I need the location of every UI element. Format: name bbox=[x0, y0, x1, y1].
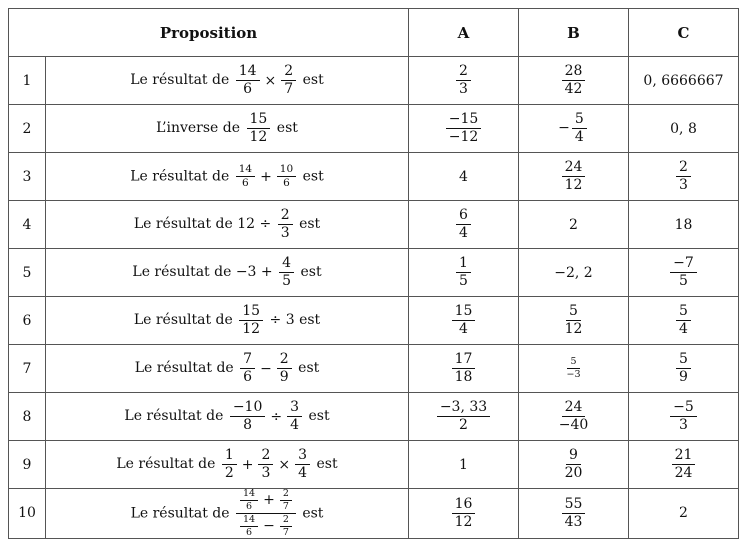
operator: + bbox=[241, 456, 254, 473]
answer-c: 18 bbox=[629, 201, 739, 249]
proposition-suffix: est bbox=[298, 360, 320, 377]
fraction: $\frac{2}{3}$ bbox=[278, 208, 293, 240]
proposition-suffix: est bbox=[302, 72, 324, 89]
proposition-cell bbox=[46, 297, 409, 345]
proposition-text: Le résultat de bbox=[130, 72, 230, 89]
operator: × bbox=[278, 456, 291, 473]
answer-c: 0, 8 bbox=[629, 105, 739, 153]
proposition-suffix: est bbox=[316, 456, 338, 473]
fraction: $\frac{14}{6}$ bbox=[236, 64, 260, 96]
fraction: $\frac{7}{6}$ bbox=[240, 352, 255, 384]
proposition-suffix: est bbox=[299, 216, 321, 233]
row-number: 8 bbox=[9, 393, 46, 441]
operator: + bbox=[260, 168, 272, 185]
fraction: $\frac{1}{2}$ bbox=[222, 448, 237, 480]
proposition-cell bbox=[46, 153, 409, 201]
table-row bbox=[9, 153, 739, 201]
answer-a: $\frac{2}{3}$ bbox=[409, 57, 519, 105]
row-number: 6 bbox=[9, 297, 46, 345]
fraction: $\frac{4}{5}$ bbox=[279, 256, 294, 288]
proposition-suffix: ÷ 3 est bbox=[269, 312, 321, 329]
proposition-text: Le résultat de 12 ÷ bbox=[133, 216, 272, 233]
table-row bbox=[9, 105, 739, 153]
proposition-cell bbox=[46, 57, 409, 105]
proposition-text: Le résultat de −3 + bbox=[132, 264, 273, 281]
answer-b: − $\frac{5}{4}$ bbox=[519, 105, 629, 153]
answer-b: $\frac{28}{42}$ bbox=[519, 57, 629, 105]
table-row bbox=[9, 249, 739, 297]
answer-b: $\frac{55}{43}$ bbox=[519, 489, 629, 539]
fraction: $\frac{10}{6}$ bbox=[277, 164, 296, 189]
proposition-text: Le résultat de bbox=[134, 360, 234, 377]
proposition-text: Le résultat de bbox=[116, 456, 216, 473]
operator: − bbox=[260, 360, 272, 377]
row-number: 3 bbox=[9, 153, 46, 201]
row-number: 5 bbox=[9, 249, 46, 297]
table-row bbox=[9, 201, 739, 249]
proposition-suffix: est bbox=[276, 120, 298, 137]
proposition-cell bbox=[46, 249, 409, 297]
proposition-text: L’inverse de bbox=[156, 120, 241, 137]
answer-b: $\frac{9}{20}$ bbox=[519, 441, 629, 489]
answer-a: $\frac{-3, 33}{2}$ bbox=[409, 393, 519, 441]
header-a: A bbox=[409, 9, 519, 57]
proposition-cell bbox=[46, 441, 409, 489]
answer-c: $\frac{2}{3}$ bbox=[629, 153, 739, 201]
proposition-cell bbox=[46, 201, 409, 249]
proposition-suffix: est bbox=[302, 168, 324, 185]
answer-c: $\frac{5}{9}$ bbox=[629, 345, 739, 393]
table-row bbox=[9, 393, 739, 441]
proposition-text: Le résultat de bbox=[130, 505, 230, 522]
proposition-text: Le résultat de bbox=[124, 408, 224, 425]
answer-b: $\frac{5}{12}$ bbox=[519, 297, 629, 345]
row-number: 7 bbox=[9, 345, 46, 393]
operator: × bbox=[264, 72, 277, 89]
answer-a: $\frac{17}{18}$ bbox=[409, 345, 519, 393]
answer-a: $\frac{1}{5}$ bbox=[409, 249, 519, 297]
table-row bbox=[9, 345, 739, 393]
table-row bbox=[9, 489, 739, 539]
row-number: 9 bbox=[9, 441, 46, 489]
answer-a: $\frac{15}{4}$ bbox=[409, 297, 519, 345]
fraction: $\frac{2}{9}$ bbox=[277, 352, 292, 384]
answer-c: $\frac{21}{24}$ bbox=[629, 441, 739, 489]
fraction: $\frac{2}{7}$ bbox=[281, 64, 296, 96]
answer-a: $\frac{16}{12}$ bbox=[409, 489, 519, 539]
table-row bbox=[9, 57, 739, 105]
proposition-suffix: est bbox=[300, 264, 322, 281]
answer-b: $\frac{24}{-40}$ bbox=[519, 393, 629, 441]
header-b: B bbox=[519, 9, 629, 57]
answer-a: 4 bbox=[409, 153, 519, 201]
compound-fraction: $\frac{14}{6}$ + $\frac{2}{7}$ $\frac{14}{6}$ − $\frac{2}{7}$ bbox=[236, 489, 296, 538]
answer-a: $\frac{-15}{-12}$ bbox=[409, 105, 519, 153]
fraction: $\frac{3}{4}$ bbox=[287, 400, 302, 432]
answer-b: −2, 2 bbox=[519, 249, 629, 297]
fraction: $\frac{15}{12}$ bbox=[247, 112, 271, 144]
header-proposition: Proposition bbox=[9, 9, 409, 57]
answer-c: $\frac{-5}{3}$ bbox=[629, 393, 739, 441]
answer-c: $\frac{-7}{5}$ bbox=[629, 249, 739, 297]
proposition-suffix: est bbox=[302, 505, 324, 522]
fraction: $\frac{15}{12}$ bbox=[239, 304, 263, 336]
proposition-cell bbox=[46, 489, 409, 539]
table-row bbox=[9, 297, 739, 345]
row-number: 2 bbox=[9, 105, 46, 153]
answer-c: $\frac{5}{4}$ bbox=[629, 297, 739, 345]
row-number: 10 bbox=[9, 489, 46, 539]
quiz-table bbox=[8, 8, 739, 539]
proposition-cell bbox=[46, 393, 409, 441]
fraction: $\frac{14}{6}$ bbox=[236, 164, 255, 189]
proposition-suffix: est bbox=[308, 408, 330, 425]
table-row bbox=[9, 441, 739, 489]
answer-a: $\frac{6}{4}$ bbox=[409, 201, 519, 249]
operator: ÷ bbox=[270, 408, 283, 425]
fraction: $\frac{3}{4}$ bbox=[295, 448, 310, 480]
proposition-text: Le résultat de bbox=[133, 312, 233, 329]
header-c: C bbox=[629, 9, 739, 57]
answer-c: 0, 6666667 bbox=[629, 57, 739, 105]
row-number: 1 bbox=[9, 57, 46, 105]
answer-a: 1 bbox=[409, 441, 519, 489]
fraction: $\frac{2}{3}$ bbox=[258, 448, 273, 480]
answer-b: $\frac{5}{-3}$ bbox=[519, 345, 629, 393]
answer-b: $\frac{24}{12}$ bbox=[519, 153, 629, 201]
proposition-cell bbox=[46, 345, 409, 393]
header-row bbox=[9, 9, 739, 57]
proposition-cell bbox=[46, 105, 409, 153]
row-number: 4 bbox=[9, 201, 46, 249]
proposition-text: Le résultat de bbox=[130, 168, 230, 185]
fraction: $\frac{-10}{8}$ bbox=[230, 400, 266, 432]
answer-c: 2 bbox=[629, 489, 739, 539]
answer-b: 2 bbox=[519, 201, 629, 249]
